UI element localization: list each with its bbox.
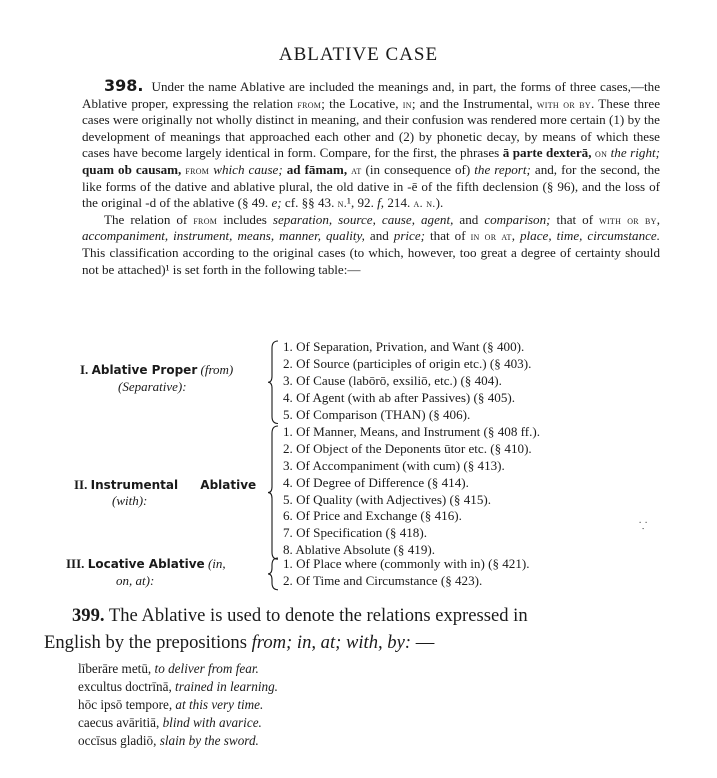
table-group-brace	[268, 557, 280, 591]
p398-2-segment: includes	[217, 211, 273, 227]
table-item: 2. Of Time and Circumstance (§ 423).	[283, 572, 483, 588]
p398-2-segment: that of	[425, 228, 471, 244]
section-399-line2	[44, 629, 644, 656]
p398-1-segment: n.	[337, 196, 348, 211]
p398-2-segment: price;	[393, 228, 426, 244]
p398-1-segment: ; and the Instrumental,	[411, 95, 537, 111]
p398-2-segment: that of	[550, 211, 600, 227]
table-group-label-line1	[74, 476, 257, 494]
table-item: 1. Of Place where (commonly with in) (§ 421).	[283, 556, 530, 571]
section-399	[44, 602, 644, 656]
section-number-398: 398.	[104, 76, 144, 95]
section-number-399: 399.	[72, 605, 105, 626]
table-group-label-line1	[80, 362, 260, 379]
p398-1-segment: . These three cases were originally not wholly distinct in meaning, and their confusion was rendered more certain (1) by the development of meanings that approached each other and (2) by phonetic decay, by means of which these cases have become largely identical in form. Compare, for the first, the phrases	[82, 95, 661, 161]
example-latin: hōc ipsō tempore,	[78, 697, 176, 712]
p398-2-segment: from	[193, 212, 218, 227]
table-item: 4. Of Degree of Difference (§ 414).	[283, 474, 469, 490]
table-group-label-line2: on, at):	[116, 572, 155, 588]
table-group-label	[66, 556, 260, 590]
p398-1-segment: ; the Locative,	[321, 95, 403, 111]
table-item: 6. Of Price and Exchange (§ 416).	[283, 508, 462, 524]
table-item: 3. Of Accompaniment (with cum) (§ 413).	[283, 457, 505, 473]
p398-1-segment: Under the name Ablative are included the meanings and, in part, the forms of three cases,—the Ablative proper, expressing the relation	[82, 79, 661, 111]
table-item: 5. Of Comparison (THAN) (§ 406).	[283, 406, 471, 422]
p398-2-segment: accompaniment, instrument, means, manner, quality,	[82, 228, 365, 244]
section-398	[82, 78, 660, 278]
table-group-items	[283, 339, 531, 423]
table-group-heading: Ablative Proper	[91, 363, 198, 378]
table-group-brace	[268, 340, 280, 425]
example-english: at this very time.	[175, 697, 264, 712]
table-group-heading: Locative Ablative	[87, 557, 205, 571]
table-item: 1. Of Separation, Privation, and Want (§ 400).	[283, 339, 525, 354]
p398-2-segment: comparison;	[484, 211, 551, 227]
table-group-numeral: III.	[66, 556, 88, 571]
example-english: to deliver from fear.	[154, 661, 259, 676]
p398-1-segment: ā parte dexterā,	[502, 145, 592, 161]
p398-1-segment: f,	[377, 195, 385, 211]
table-group-numeral: II.	[74, 476, 91, 492]
table-group-label-line2: (with):	[112, 493, 148, 509]
p398-1-segment: on	[595, 146, 608, 161]
p398-1-segment: (in consequence of)	[361, 161, 475, 177]
p398-2-segment: ,	[656, 211, 660, 227]
example-row	[78, 678, 278, 696]
p398-1-segment: in	[402, 96, 412, 111]
table-group-brace	[268, 425, 280, 560]
paragraph-398-1-text	[82, 79, 660, 210]
example-latin: caecus avāritiā,	[78, 715, 163, 730]
table-group-items	[283, 556, 530, 590]
table-group-numeral: I.	[80, 362, 92, 378]
section-399-text2: English by the prepositions	[44, 632, 252, 653]
p398-1-segment: which cause;	[213, 161, 283, 177]
example-english: trained in learning.	[175, 679, 278, 694]
p398-1-segment: from	[185, 162, 210, 177]
p398-1-segment: from	[297, 96, 322, 111]
section-399-line1	[44, 602, 644, 629]
p398-2-segment: ,	[511, 228, 520, 244]
p398-1-segment: e;	[271, 195, 282, 211]
p398-1-segment: and, for the second, the like forms of the dative and ablative plural, the old dative in -ē of the fifth declension (§ 96), and the loss of the original -d of the ablative (§ 49.	[82, 161, 660, 211]
paragraph-398-1	[82, 78, 660, 212]
example-latin: occīsus gladiō,	[78, 733, 160, 748]
table-item: 2. Of Object of the Deponents ūtor etc. (§ 410).	[283, 440, 532, 456]
p398-1-segment: cf. §§ 43.	[281, 195, 338, 211]
table-group-label	[74, 476, 257, 511]
table-item: 3. Of Cause (labōrō, exsiliō, etc.) (§ 404).	[283, 372, 502, 388]
table-group-label-rest: (in,	[204, 556, 226, 571]
example-row	[78, 714, 278, 732]
examples-list	[78, 660, 278, 750]
table-item: 5. Of Quality (with Adjectives) (§ 415).	[283, 491, 492, 507]
example-latin: līberāre metū,	[78, 661, 155, 676]
p398-2-segment: place, time, circumstance.	[520, 228, 661, 244]
paragraph-398-2	[82, 212, 660, 278]
table-item: 4. Of Agent (with ab after Passives) (§ 405).	[283, 389, 515, 405]
example-english: slain by the sword.	[159, 733, 259, 748]
section-399-text1: The Ablative is used to denote the relations expressed in	[108, 605, 528, 626]
example-row	[78, 732, 278, 750]
table-group-label-line1	[66, 556, 260, 573]
p398-1-segment: ¹, 92.	[347, 195, 378, 211]
example-english: blind with avarice.	[162, 715, 262, 730]
table-group-label	[80, 362, 260, 396]
p398-1-segment: the report;	[474, 161, 531, 177]
section-399-dash: —	[411, 632, 435, 653]
p398-1-segment: at	[351, 162, 362, 177]
example-row	[78, 696, 278, 714]
table-group-items	[283, 424, 540, 559]
p398-1-segment: 214.	[384, 195, 414, 211]
table-item: 2. Of Source (participles of origin etc.) (§ 403).	[283, 355, 532, 371]
p398-2-segment: The relation of	[104, 211, 194, 227]
p398-1-segment: a. n.	[413, 196, 436, 211]
table-group-heading: Instrumental Ablative	[90, 477, 257, 492]
page-title: ABLATIVE CASE	[278, 44, 439, 65]
p398-2-segment: separation, source, cause, agent,	[272, 211, 454, 227]
table-item: 1. Of Manner, Means, and Instrument (§ 408 ff.).	[283, 424, 541, 439]
table-item: 8. Ablative Absolute (§ 419).	[283, 542, 436, 558]
p398-2-segment: with or by	[599, 212, 657, 227]
p398-1-segment: ).	[435, 195, 444, 211]
table-item: 7. Of Specification (§ 418).	[283, 525, 427, 541]
p398-2-segment: in or at	[470, 229, 512, 244]
p398-2-segment: This classification according to the original cases (to which, however, too great a degree of certainty should not be attached)¹ is set forth in the following table:—	[82, 244, 660, 277]
p398-1-segment: with or by	[536, 96, 591, 111]
page-speck: ⸪	[639, 521, 648, 532]
p398-2-segment: and	[364, 228, 394, 244]
table-group-label-line2: (Separative):	[118, 379, 187, 395]
p398-1-segment: quam ob causam,	[82, 161, 182, 177]
section-399-prepositions: from; in, at; with, by:	[251, 632, 412, 653]
p398-1-segment: ad fāmam,	[286, 161, 348, 177]
example-latin: excultus doctrīnā,	[78, 679, 176, 694]
p398-2-segment: and	[453, 211, 485, 227]
example-row	[78, 660, 278, 678]
p398-1-segment: the right;	[610, 145, 660, 161]
table-group-label-rest: (from)	[197, 362, 234, 378]
paragraph-398-2-text	[82, 212, 660, 277]
